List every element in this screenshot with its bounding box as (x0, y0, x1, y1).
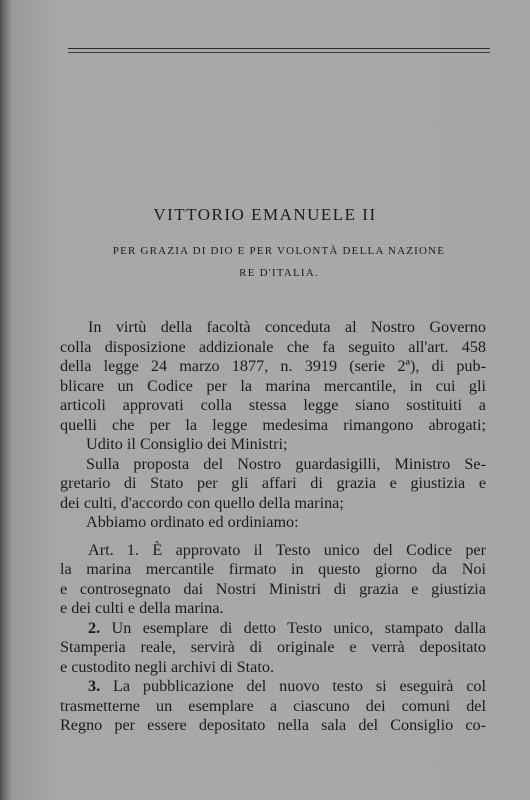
subtitle-line-1: PER GRAZIA DI DIO E PER VOLONTÀ DELLA NAZIONE (112, 245, 446, 257)
preamble-line: colla disposizione addizionale che fa seguito all'art. 458 (60, 337, 486, 356)
article-2-line: e custodito negli archivi di Stato. (60, 657, 274, 676)
article-3-text: La pubblicazione del nuovo testo si eseguirà col (112, 677, 487, 695)
preamble-line: dei culti, d'accordo con quello della marina; (60, 493, 344, 512)
subtitle-line-2: RE D'ITALIA. (239, 267, 319, 279)
article-1-line (60, 541, 486, 561)
article-2-label: 2. (88, 618, 101, 637)
preamble-line: della legge 24 marzo 1877, n. 3919 (serie 2ª), di pub- (60, 357, 486, 375)
article-1-text: È approvato il Testo unico del Codice per (152, 540, 486, 559)
header-rule-top (68, 48, 490, 49)
article-1-line: e controsegnato dai Nostri Ministri di grazia e giustizia (60, 579, 486, 598)
article-1-line: la marina mercantile firmato in questo giorno da Noi (60, 560, 486, 578)
article-3-label: 3. (88, 677, 101, 695)
article-3-line (60, 677, 486, 697)
article-3-line: Regno per essere depositato nella sala del Consiglio co- (60, 716, 486, 734)
article-3-line: trasmetterne un esemplare a ciascuno dei comuni del (60, 696, 486, 715)
preamble-line: Sulla proposta del Nostro guardasigilli, Ministro Se- (86, 454, 486, 473)
article-1-line: e dei culti e della marina. (60, 599, 224, 617)
preamble-line: blicare un Codice per la marina mercantile, in cui gli (60, 376, 486, 395)
header-rule-bottom (68, 52, 490, 53)
preamble-line: gretario di Stato per gli affari di grazia e giustizia e (60, 474, 486, 492)
preamble-line: In virtù della facoltà conceduta al Nostro Governo (88, 318, 486, 336)
page-title: VITTORIO EMANUELE II (153, 205, 377, 224)
binding-edge (0, 0, 10, 800)
preamble-line: quelli che per la legge medesima rimangono abrogati; (60, 415, 486, 434)
article-2-line: Stamperia reale, servirà di originale e verrà depositato (60, 638, 486, 656)
article-2-line (60, 619, 486, 639)
decree-body (60, 318, 486, 736)
preamble-line: Udito il Consiglio dei Ministri; (86, 435, 288, 453)
preamble-line: Abbiamo ordinato ed ordiniamo: (86, 513, 299, 531)
article-2-text: Un esemplare di detto Testo unico, stampato dalla (111, 618, 487, 637)
preamble-line: articoli approvati colla stessa legge siano sostituiti a (60, 396, 486, 414)
article-1-label: Art. 1. (88, 540, 140, 559)
page-subtitle (74, 240, 484, 284)
